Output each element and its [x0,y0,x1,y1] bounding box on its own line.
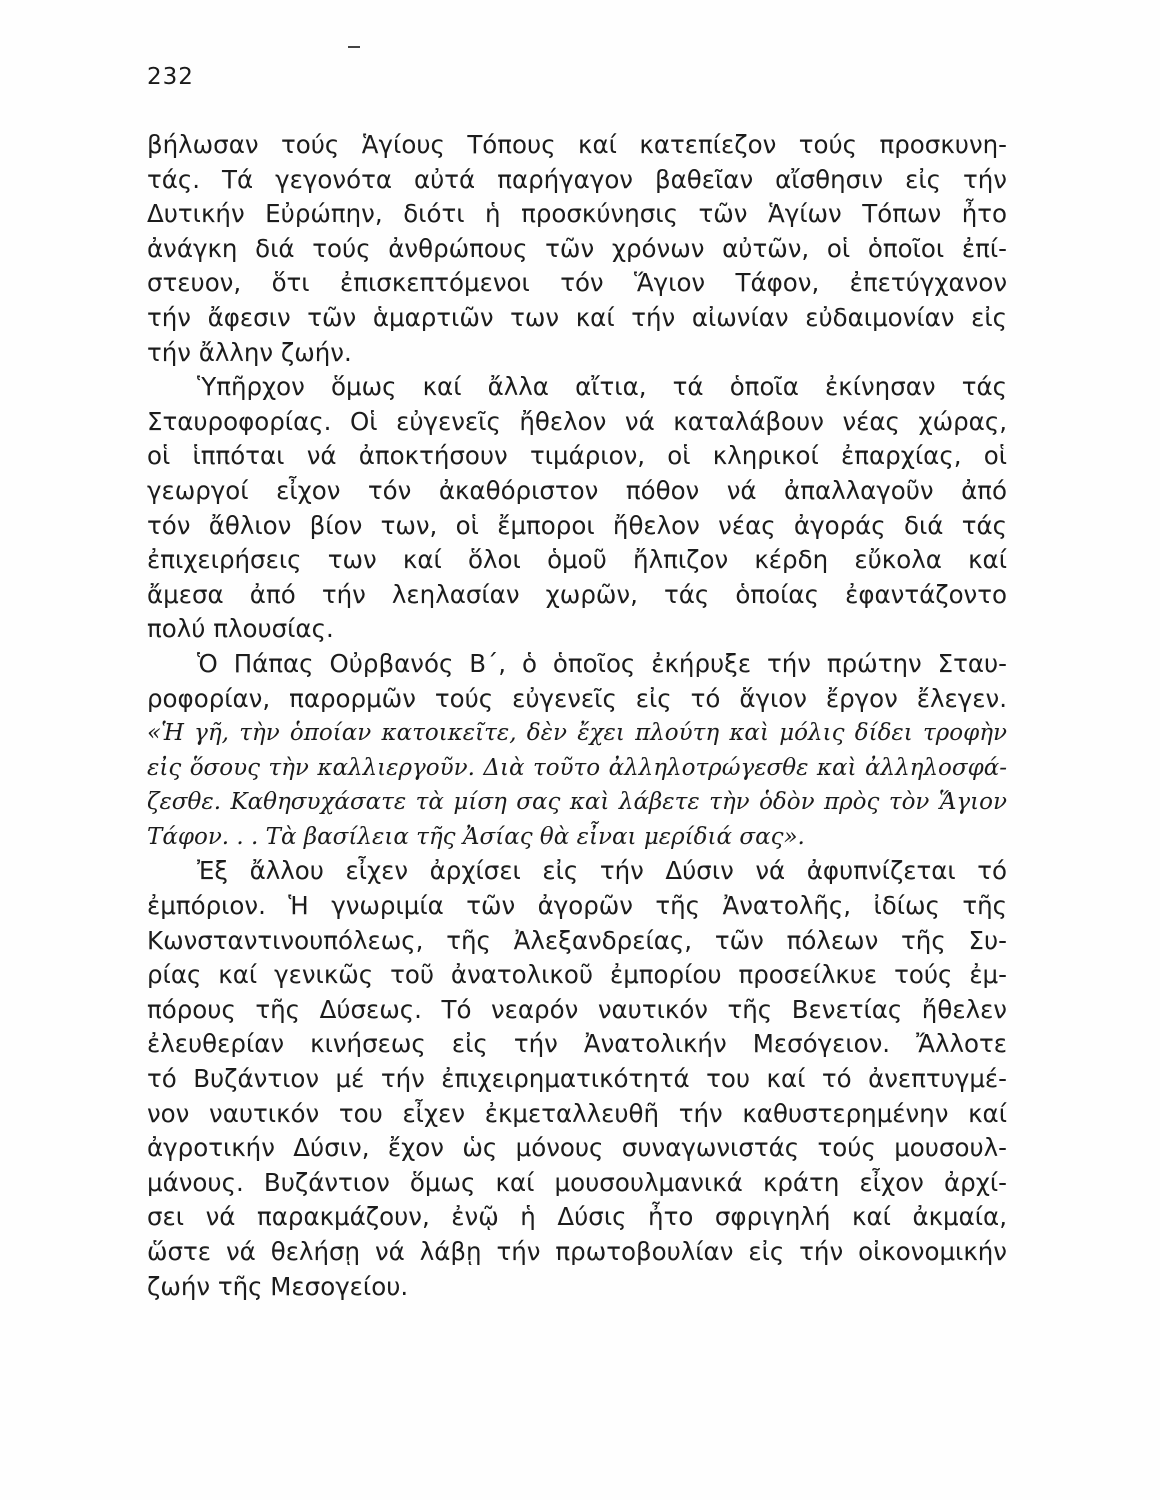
text-line: ἄμεσα ἀπό τήν λεηλασίαν χωρῶν, τάς ὁποίας ἐφαντάζοντο [147,579,1007,609]
text-line: σει νά παρακμάζουν, ἐνῷ ἡ Δύσις ἦτο σφριγηλή καί ἀκμαία, [147,1202,1007,1232]
text-line: ἐπιχειρήσεις των καί ὅλοι ὁμοῦ ἤλπιζον κέρδη εὔκολα καί [147,545,1007,575]
text-line: γεωργοί εἶχον τόν ἀκαθόριστον πόθον νά ἀπαλλαγοῦν ἀπό [147,475,1007,505]
text-line: ἀνάγκη διά τούς ἀνθρώπους τῶν χρόνων αὐτῶν, οἱ ὁποῖοι ἐπί- [147,233,1007,263]
quote-line: εἰς ὅσους τὴν καλλιεργοῦν. Διὰ τοῦτο ἀλληλοτρώγεσθε καὶ ἀλληλοσφά- [147,754,1007,781]
text-line: τήν ἄφεσιν τῶν ἁμαρτιῶν των καί τήν αἰωνίαν εὐδαιμονίαν εἰς [147,302,1007,332]
text-line: τό Βυζάντιον μέ τήν ἐπιχειρηματικότητά του καί τό ἀνεπτυγμέ- [147,1064,1007,1094]
text-line: πολύ πλουσίας. [147,614,334,644]
text-line: Ἐξ ἄλλου εἶχεν ἀρχίσει εἰς τήν Δύσιν νά ἀφυπνίζεται τό [197,856,1007,886]
text-line: τάς. Τά γεγονότα αὐτά παρήγαγον βαθεῖαν αἴσθησιν εἰς τήν [147,164,1007,194]
quote-line: Τάφον. . . Τὰ βασίλεια τῆς Ἀσίας θὰ εἶναι μερίδιά σας». [147,823,805,850]
top-mark [348,46,360,48]
body-text [147,128,1007,1304]
text-line: ἐλευθερίαν κινήσεως εἰς τήν Ἀνατολικήν Μεσόγειον. Ἄλλοτε [147,1029,1007,1059]
text-line: βήλωσαν τούς Ἁγίους Τόπους καί κατεπίεζον τούς προσκυνη- [147,130,1007,159]
quote-line: ζεσθε. Καθησυχάσατε τὰ μίση σας καὶ λάβετε τὴν ὁδὸν πρὸς τὸν Ἅγιον [147,789,1007,816]
text-line: ρίας καί γενικῶς τοῦ ἀνατολικοῦ ἐμπορίου προσείλκυε τούς ἐμ- [147,960,1007,990]
text-line: τόν ἄθλιον βίον των, οἱ ἔμποροι ἤθελον νέας ἀγοράς διά τάς [147,510,1007,540]
text-line: οἱ ἱππόται νά ἀποκτήσουν τιμάριον, οἱ κληρικοί ἐπαρχίας, οἱ [147,441,1007,471]
text-line: ὥστε νά θελήσῃ νά λάβῃ τήν πρωτοβουλίαν εἰς τήν οἰκονομικήν [147,1237,1007,1266]
text-line: τήν ἄλλην ζωήν. [147,337,352,367]
text-line: ζωήν τῆς Μεσογείου. [147,1271,409,1301]
text-line: ἐμπόριον. Ἡ γνωριμία τῶν ἀγορῶν τῆς Ἀνατολῆς, ἰδίως τῆς [147,891,1007,921]
text-line: Ὁ Πάπας Οὐρβανός Β΄, ὁ ὁποῖος ἐκήρυξε τήν πρώτην Σταυ- [197,648,1007,678]
text-line: Δυτικήν Εὐρώπην, διότι ἡ προσκύνησις τῶν Ἁγίων Τόπων ἦτο [147,199,1007,229]
text-line: Σταυροφορίας. Οἱ εὐγενεῖς ἤθελον νά καταλάβουν νέας χώρας, [147,406,1007,436]
text-line: ἀγροτικήν Δύσιν, ἔχον ὡς μόνους συναγωνιστάς τούς μουσουλ- [147,1133,1007,1163]
text-line: στευον, ὅτι ἐπισκεπτόμενοι τόν Ἅγιον Τάφον, ἐπετύγχανον [147,268,1007,298]
text-line: μάνους. Βυζάντιον ὅμως καί μουσουλμανικά κράτη εἶχον ἀρχί- [147,1167,1007,1197]
text-line: πόρους τῆς Δύσεως. Τό νεαρόν ναυτικόν τῆς Βενετίας ἤθελεν [147,994,1007,1024]
text-line: ροφορίαν, παρορμῶν τούς εὐγενεῖς εἰς τό ἅγιον ἔργον ἔλεγεν. [147,683,1007,713]
text-line: νον ναυτικόν του εἶχεν ἐκμεταλλευθῆ τήν καθυστερημένην καί [147,1098,1007,1128]
page-number: 232 [147,64,194,90]
text-line: Κωνσταντινουπόλεως, τῆς Ἀλεξανδρείας, τῶν πόλεων τῆς Συ- [147,925,1007,955]
text-line: Ὑπῆρχον ὅμως καί ἄλλα αἴτια, τά ὁποῖα ἐκίνησαν τάς [197,372,1007,402]
quote-line: «Ἡ γῆ, τὴν ὁποίαν κατοικεῖτε, δὲν ἔχει πλούτη καὶ μόλις δίδει τροφὴν [147,720,1007,747]
